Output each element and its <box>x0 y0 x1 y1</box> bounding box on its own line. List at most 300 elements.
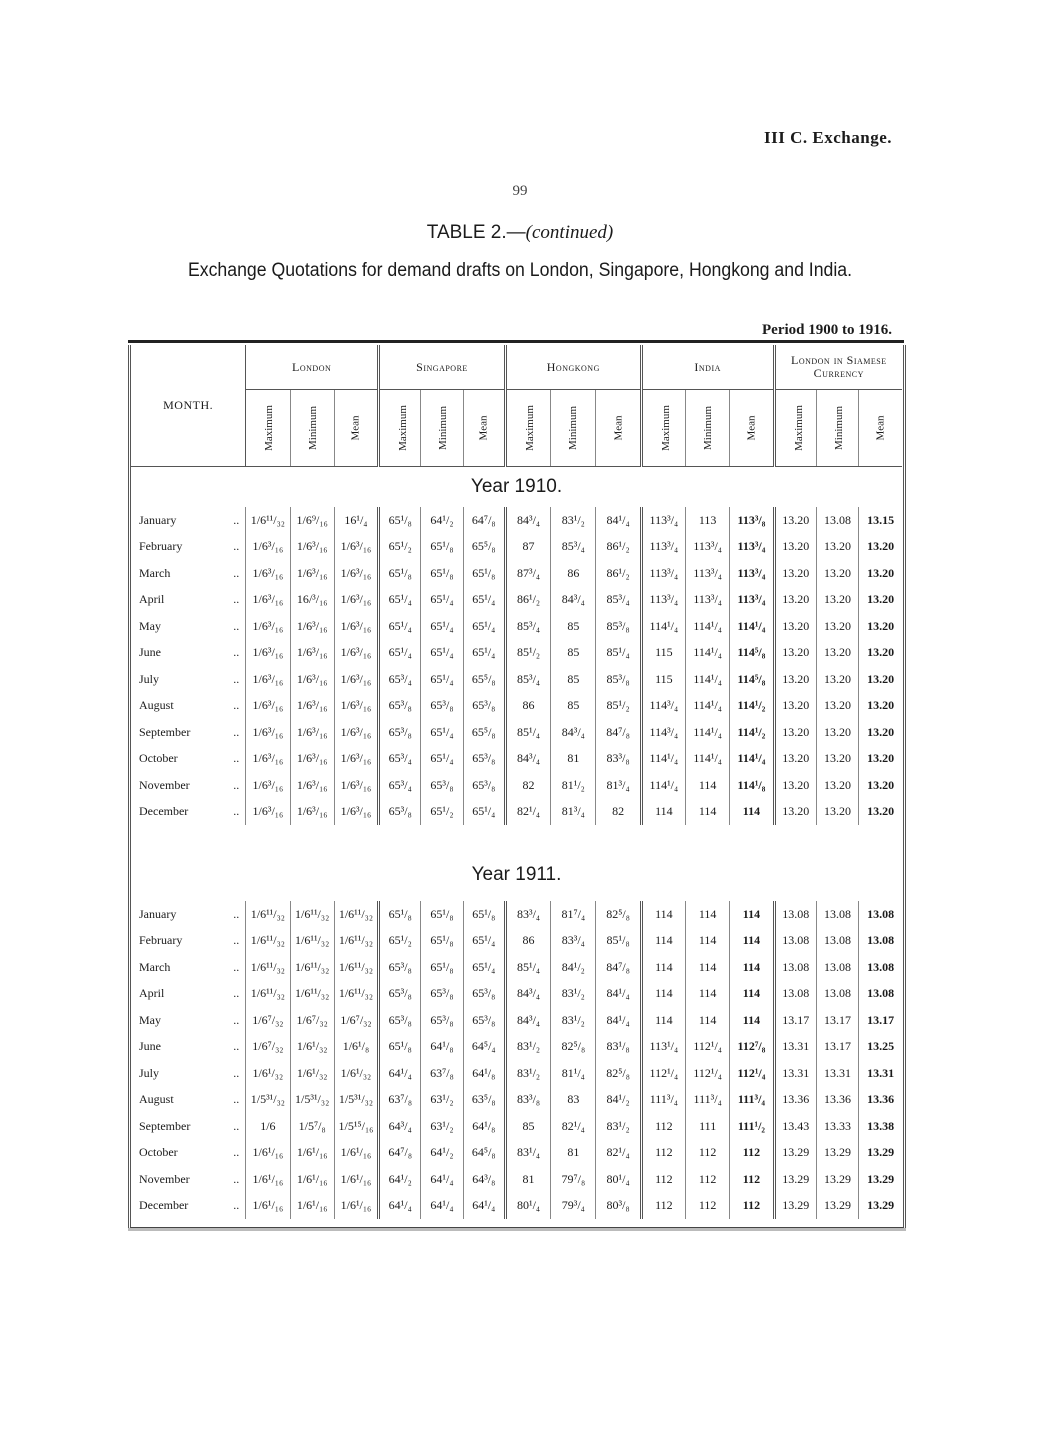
value-cell: 80³/₈ <box>596 1193 641 1220</box>
value-cell: 64⁷/₈ <box>379 1140 421 1167</box>
value-cell: 1/5⁷/₈ <box>290 1113 334 1140</box>
value-cell: 1/6³/₁₆ <box>290 613 334 640</box>
value-cell: 112 <box>641 1140 685 1167</box>
value-cell: 13.08 <box>816 901 858 928</box>
value-cell: 1/6¹/₃₂ <box>290 1034 334 1061</box>
value-cell: 63¹/₂ <box>421 1087 463 1114</box>
value-cell: 13.31 <box>774 1060 816 1087</box>
value-cell: 113³/₄ <box>641 560 685 587</box>
value-cell: 13.20 <box>774 799 816 826</box>
sub-header-maximum <box>505 390 550 467</box>
value-cell: 82⁵/₈ <box>596 901 641 928</box>
value-cell: 114¹/₄ <box>641 772 685 799</box>
value-cell: 82¹/₄ <box>596 1140 641 1167</box>
value-cell: 65¹/₈ <box>379 1034 421 1061</box>
value-cell: 81 <box>505 1166 550 1193</box>
sub-header-label: Mean <box>874 415 887 441</box>
value-cell: 83¹/₂ <box>596 1113 641 1140</box>
sub-header-mean <box>334 390 378 467</box>
value-cell: 13.31 <box>859 1060 902 1087</box>
sub-header-label: Minimum <box>832 405 845 451</box>
value-cell: 65¹/₄ <box>379 640 421 667</box>
value-cell: 65³/₈ <box>463 772 505 799</box>
value-cell: 64¹/₄ <box>379 1193 421 1220</box>
value-cell: 1/6³/₁₆ <box>246 746 290 773</box>
month-cell: November <box>139 1171 190 1186</box>
value-cell: 114 <box>641 901 685 928</box>
value-cell: 114 <box>686 981 730 1008</box>
value-cell: 114¹/₄ <box>686 666 730 693</box>
leader-dots: .. <box>233 1012 240 1027</box>
value-cell: 81³/₄ <box>551 799 596 826</box>
value-cell: 13.29 <box>816 1140 858 1167</box>
value-cell: 1/6¹/₃₂ <box>334 1060 378 1087</box>
month-cell: May <box>139 618 161 633</box>
value-cell: 65¹/₂ <box>379 534 421 561</box>
value-cell: 81 <box>551 1140 596 1167</box>
value-cell: 65³/₈ <box>421 772 463 799</box>
sub-header-row <box>131 390 902 467</box>
value-cell: 13.20 <box>859 640 902 667</box>
value-cell: 83³/₈ <box>505 1087 550 1114</box>
value-cell: 1/6³/₁₆ <box>290 534 334 561</box>
value-cell: 114¹/₄ <box>730 613 774 640</box>
value-cell: 65³/₈ <box>379 719 421 746</box>
sub-header-label: Maximum <box>397 405 409 451</box>
group-header-india: India <box>641 345 774 390</box>
value-cell: 86¹/₂ <box>596 560 641 587</box>
value-cell: 113³/₄ <box>641 507 685 534</box>
value-cell: 13.20 <box>774 587 816 614</box>
value-cell: 13.17 <box>774 1007 816 1034</box>
value-cell: 114¹/₄ <box>686 613 730 640</box>
year-heading-row <box>131 849 902 901</box>
month-cell: January <box>139 906 177 921</box>
table-row <box>131 1113 902 1140</box>
value-cell: 13.20 <box>774 693 816 720</box>
value-cell: 1/6³/₁₆ <box>334 560 378 587</box>
value-cell: 114¹/₄ <box>686 746 730 773</box>
sub-header-label: Minimum <box>567 405 580 451</box>
leader-dots: .. <box>233 933 240 948</box>
month-cell: May <box>139 1012 161 1027</box>
value-cell: 1/6³/₁₆ <box>246 666 290 693</box>
value-cell: 1/6³/₁₆ <box>246 640 290 667</box>
table-row <box>131 954 902 981</box>
value-cell: 1/6³/₁₆ <box>334 534 378 561</box>
value-cell: 13.20 <box>816 799 858 826</box>
table-row <box>131 1007 902 1034</box>
value-cell: 65¹/₈ <box>379 507 421 534</box>
leader-dots: .. <box>233 1065 240 1080</box>
value-cell: 1/6¹¹/₃₂ <box>334 928 378 955</box>
value-cell: 65¹/₄ <box>421 587 463 614</box>
value-cell: 13.20 <box>816 666 858 693</box>
sub-header-label: Minimum <box>306 405 319 451</box>
month-cell: July <box>139 671 160 686</box>
value-cell: 112 <box>641 1166 685 1193</box>
table-body <box>131 467 902 1220</box>
value-cell: 1/6¹¹/₃₂ <box>334 954 378 981</box>
value-cell: 84⁷/₈ <box>596 719 641 746</box>
value-cell: 84³/₄ <box>505 981 550 1008</box>
value-cell: 86 <box>505 928 550 955</box>
value-cell: 65¹/₄ <box>421 613 463 640</box>
table-row <box>131 1166 902 1193</box>
value-cell: 64⁵/₄ <box>463 1034 505 1061</box>
leader-dots: .. <box>233 724 240 739</box>
month-cell: December <box>139 804 189 819</box>
value-cell: 1/6¹¹/₃₂ <box>246 981 290 1008</box>
value-cell: 13.20 <box>816 587 858 614</box>
group-header-london: London <box>246 345 379 390</box>
value-cell: 65⁵/₈ <box>463 534 505 561</box>
value-cell: 64¹/₂ <box>421 507 463 534</box>
value-cell: 81¹/₂ <box>551 772 596 799</box>
value-cell: 114¹/₄ <box>730 746 774 773</box>
value-cell: 13.20 <box>859 693 902 720</box>
value-cell: 84¹/₄ <box>596 1007 641 1034</box>
table-row <box>131 1087 902 1114</box>
sub-header-minimum <box>816 390 858 467</box>
value-cell: 113 <box>686 507 730 534</box>
value-cell: 13.20 <box>859 587 902 614</box>
value-cell: 65¹/₈ <box>379 560 421 587</box>
value-cell: 112 <box>730 1140 774 1167</box>
value-cell: 65³/₈ <box>379 954 421 981</box>
year-spacer <box>131 825 902 849</box>
value-cell: 1/6³/₁₆ <box>290 693 334 720</box>
sub-header-label: Mean <box>612 415 625 441</box>
leader-dots: .. <box>233 592 240 607</box>
value-cell: 83¹/₂ <box>505 1034 550 1061</box>
value-cell: 1/6³/₁₆ <box>290 772 334 799</box>
sub-header-mean <box>730 390 774 467</box>
value-cell: 65³/₈ <box>421 981 463 1008</box>
value-cell: 65³/₄ <box>379 772 421 799</box>
sub-header-maximum <box>246 390 290 467</box>
table-row <box>131 1140 902 1167</box>
table-title-continued: (continued) <box>525 222 614 243</box>
value-cell: 13.20 <box>859 719 902 746</box>
value-cell: 113³/₄ <box>686 587 730 614</box>
value-cell: 13.20 <box>774 746 816 773</box>
value-cell: 13.17 <box>816 1007 858 1034</box>
value-cell: 112 <box>686 1140 730 1167</box>
value-cell: 64¹/₄ <box>463 1193 505 1220</box>
month-cell: January <box>139 512 177 527</box>
month-cell: March <box>139 565 171 580</box>
value-cell: 13.20 <box>774 719 816 746</box>
value-cell: 114 <box>686 772 730 799</box>
leader-dots: .. <box>233 986 240 1001</box>
value-cell: 13.36 <box>816 1087 858 1114</box>
value-cell: 111¹/₂ <box>730 1113 774 1140</box>
value-cell: 13.20 <box>859 799 902 826</box>
value-cell: 13.20 <box>816 719 858 746</box>
value-cell: 13.36 <box>774 1087 816 1114</box>
value-cell: 13.17 <box>816 1034 858 1061</box>
value-cell: 112¹/₄ <box>730 1060 774 1087</box>
sub-header-minimum <box>551 390 596 467</box>
value-cell: 1/6¹¹/₃₂ <box>290 954 334 981</box>
value-cell: 80¹/₄ <box>596 1166 641 1193</box>
value-cell: 65¹/₄ <box>463 954 505 981</box>
value-cell: 112⁷/₈ <box>730 1034 774 1061</box>
month-cell: November <box>139 777 190 792</box>
value-cell: 65¹/₈ <box>421 534 463 561</box>
value-cell: 1/5¹⁵/₁₆ <box>334 1113 378 1140</box>
value-cell: 65³/₈ <box>379 981 421 1008</box>
value-cell: 114 <box>730 901 774 928</box>
month-cell: March <box>139 959 171 974</box>
value-cell: 13.08 <box>859 901 902 928</box>
table-row <box>131 693 902 720</box>
value-cell: 13.31 <box>816 1060 858 1087</box>
sub-header-mean <box>596 390 641 467</box>
value-cell: 13.36 <box>859 1087 902 1114</box>
table-row <box>131 507 902 534</box>
value-cell: 64¹/₄ <box>421 1193 463 1220</box>
value-cell: 13.17 <box>859 1007 902 1034</box>
value-cell: 13.20 <box>816 560 858 587</box>
value-cell: 114 <box>641 799 685 826</box>
value-cell: 64⁵/₈ <box>463 1140 505 1167</box>
month-cell: June <box>139 1039 161 1054</box>
value-cell: 1/6³/₁₆ <box>334 587 378 614</box>
sub-header-label: Maximum <box>659 405 672 451</box>
month-cell: September <box>139 724 191 739</box>
value-cell: 64¹/₈ <box>421 1034 463 1061</box>
value-cell: 1/6¹/₃₂ <box>290 1060 334 1087</box>
value-cell: 13.29 <box>774 1166 816 1193</box>
value-cell: 65¹/₄ <box>421 640 463 667</box>
value-cell: 112 <box>686 1166 730 1193</box>
value-cell: 13.20 <box>859 560 902 587</box>
value-cell: 65³/₈ <box>463 1007 505 1034</box>
table-row <box>131 981 902 1008</box>
value-cell: 87³/₄ <box>505 560 550 587</box>
value-cell: 113³/₄ <box>730 534 774 561</box>
value-cell: 13.20 <box>859 666 902 693</box>
value-cell: 1/6³/₁₆ <box>334 772 378 799</box>
value-cell: 80¹/₄ <box>505 1193 550 1220</box>
value-cell: 114¹/₈ <box>730 772 774 799</box>
value-cell: 114 <box>730 981 774 1008</box>
table-title-main: TABLE 2.— <box>426 222 526 243</box>
value-cell: 13.29 <box>859 1140 902 1167</box>
sub-header-minimum <box>290 390 334 467</box>
value-cell: 82 <box>596 799 641 826</box>
value-cell: 83¹/₂ <box>551 981 596 1008</box>
value-cell: 65¹/₈ <box>463 560 505 587</box>
value-cell: 65³/₄ <box>379 666 421 693</box>
value-cell: 65¹/₈ <box>379 901 421 928</box>
value-cell: 115 <box>641 666 685 693</box>
value-cell: 85 <box>505 1113 550 1140</box>
value-cell: 65³/₈ <box>421 1007 463 1034</box>
value-cell: 113³/₄ <box>730 587 774 614</box>
value-cell: 64⁷/₈ <box>463 507 505 534</box>
value-cell: 65¹/₈ <box>421 954 463 981</box>
value-cell: 1/6¹¹/₃₂ <box>290 928 334 955</box>
value-cell: 13.29 <box>859 1193 902 1220</box>
year-heading-row <box>131 467 902 508</box>
section-heading: III C. Exchange. <box>764 128 892 147</box>
top-rule <box>128 340 904 343</box>
value-cell: 84³/₄ <box>551 719 596 746</box>
value-cell: 13.33 <box>816 1113 858 1140</box>
value-cell: 65¹/₄ <box>379 587 421 614</box>
value-cell: 13.15 <box>859 507 902 534</box>
value-cell: 13.20 <box>859 613 902 640</box>
value-cell: 1/6¹/₈ <box>334 1034 378 1061</box>
value-cell: 13.20 <box>774 534 816 561</box>
sub-header-label: Mean <box>745 415 758 441</box>
value-cell: 13.08 <box>859 928 902 955</box>
value-cell: 86¹/₂ <box>505 587 550 614</box>
sub-header-minimum <box>686 390 730 467</box>
table-row <box>131 560 902 587</box>
value-cell: 114¹/₄ <box>641 613 685 640</box>
value-cell: 64¹/₄ <box>379 1060 421 1087</box>
value-cell: 13.29 <box>774 1193 816 1220</box>
value-cell: 114 <box>730 799 774 826</box>
value-cell: 112 <box>641 1113 685 1140</box>
value-cell: 112 <box>686 1193 730 1220</box>
value-cell: 111³/₄ <box>730 1087 774 1114</box>
value-cell: 13.29 <box>816 1193 858 1220</box>
value-cell: 65³/₈ <box>463 746 505 773</box>
value-cell: 1/6⁷/₃₂ <box>246 1034 290 1061</box>
value-cell: 65³/₈ <box>379 693 421 720</box>
table-row <box>131 799 902 826</box>
value-cell: 85 <box>551 693 596 720</box>
value-cell: 112¹/₄ <box>686 1034 730 1061</box>
value-cell: 113¹/₄ <box>641 1034 685 1061</box>
value-cell: 1/6³/₁₆ <box>290 746 334 773</box>
value-cell: 1/6¹¹/₃₂ <box>334 981 378 1008</box>
value-cell: 1/6¹/₁₆ <box>246 1140 290 1167</box>
value-cell: 65¹/₄ <box>463 587 505 614</box>
value-cell: 65³/₈ <box>379 1007 421 1034</box>
value-cell: 63⁷/₈ <box>379 1087 421 1114</box>
value-cell: 16¹/₄ <box>334 507 378 534</box>
value-cell: 65¹/₄ <box>421 746 463 773</box>
value-cell: 83¹/₂ <box>551 1007 596 1034</box>
leader-dots: .. <box>233 1171 240 1186</box>
month-cell: June <box>139 645 161 660</box>
month-cell: August <box>139 1092 174 1107</box>
value-cell: 114³/₄ <box>641 693 685 720</box>
value-cell: 79³/₄ <box>551 1193 596 1220</box>
value-cell: 114³/₄ <box>641 719 685 746</box>
value-cell: 1/6³/₁₆ <box>246 772 290 799</box>
value-cell: 84¹/₄ <box>596 981 641 1008</box>
value-cell: 1/6¹¹/₃₂ <box>290 981 334 1008</box>
value-cell: 13.08 <box>816 954 858 981</box>
value-cell: 83¹/₂ <box>551 507 596 534</box>
value-cell: 13.08 <box>774 901 816 928</box>
value-cell: 13.20 <box>774 772 816 799</box>
value-cell: 1/6¹/₁₆ <box>290 1193 334 1220</box>
value-cell: 63⁵/₈ <box>463 1087 505 1114</box>
value-cell: 85¹/₈ <box>596 928 641 955</box>
value-cell: 13.20 <box>774 640 816 667</box>
table-row <box>131 719 902 746</box>
group-header-london-siamese: London in Siamese Currency <box>774 345 902 390</box>
value-cell: 1/6¹/₁₆ <box>246 1166 290 1193</box>
table-row <box>131 928 902 955</box>
value-cell: 1/6¹/₁₆ <box>290 1140 334 1167</box>
table-row <box>131 901 902 928</box>
table-row <box>131 640 902 667</box>
value-cell: 63⁷/₈ <box>421 1060 463 1087</box>
month-cell: February <box>139 539 183 554</box>
value-cell: 65¹/₈ <box>421 901 463 928</box>
value-cell: 13.20 <box>859 746 902 773</box>
value-cell: 13.31 <box>774 1034 816 1061</box>
value-cell: 114¹/₄ <box>686 640 730 667</box>
value-cell: 65¹/₄ <box>421 666 463 693</box>
value-cell: 1/6¹/₁₆ <box>334 1193 378 1220</box>
sub-header-mean <box>463 390 505 467</box>
table-row <box>131 1060 902 1087</box>
value-cell: 114 <box>641 981 685 1008</box>
value-cell: 84¹/₂ <box>596 1087 641 1114</box>
value-cell: 1/6³/₁₆ <box>246 534 290 561</box>
value-cell: 13.20 <box>774 666 816 693</box>
value-cell: 1/6¹¹/₃₂ <box>334 901 378 928</box>
value-cell: 1/6¹/₁₆ <box>246 1193 290 1220</box>
value-cell: 1/5³¹/₃₂ <box>290 1087 334 1114</box>
value-cell: 114⁵/₈ <box>730 640 774 667</box>
exchange-table <box>131 345 902 1219</box>
value-cell: 65¹/₈ <box>421 560 463 587</box>
value-cell: 1/6³/₁₆ <box>290 799 334 826</box>
value-cell: 1/6³/₁₆ <box>334 746 378 773</box>
value-cell: 82 <box>505 772 550 799</box>
month-cell: April <box>139 986 165 1001</box>
value-cell: 13.08 <box>859 981 902 1008</box>
value-cell: 81¹/₄ <box>551 1060 596 1087</box>
value-cell: 112 <box>730 1193 774 1220</box>
value-cell: 84³/₄ <box>505 507 550 534</box>
value-cell: 1/6¹¹/₃₂ <box>246 928 290 955</box>
value-cell: 85³/₄ <box>596 587 641 614</box>
value-cell: 111³/₄ <box>686 1087 730 1114</box>
value-cell: 83¹/₈ <box>596 1034 641 1061</box>
value-cell: 1/6⁷/₃₂ <box>290 1007 334 1034</box>
table-subtitle: Exchange Quotations for demand drafts on London, Singapore, Hongkong and India. <box>187 260 853 281</box>
value-cell: 1/6⁷/₃₂ <box>334 1007 378 1034</box>
value-cell: 1/6³/₁₆ <box>334 640 378 667</box>
value-cell: 13.29 <box>816 1166 858 1193</box>
leader-dots: .. <box>233 1118 240 1133</box>
value-cell: 1/6⁷/₃₂ <box>246 1007 290 1034</box>
value-cell: 85¹/₂ <box>596 693 641 720</box>
value-cell: 85³/₄ <box>551 534 596 561</box>
value-cell: 13.08 <box>774 954 816 981</box>
value-cell: 13.08 <box>774 981 816 1008</box>
value-cell: 64¹/₂ <box>379 1166 421 1193</box>
value-cell: 13.20 <box>774 613 816 640</box>
spacer-cell <box>131 825 902 849</box>
value-cell: 82⁵/₈ <box>551 1034 596 1061</box>
month-cell: July <box>139 1065 160 1080</box>
value-cell: 65³/₈ <box>463 981 505 1008</box>
value-cell: 1/6³/₁₆ <box>246 613 290 640</box>
